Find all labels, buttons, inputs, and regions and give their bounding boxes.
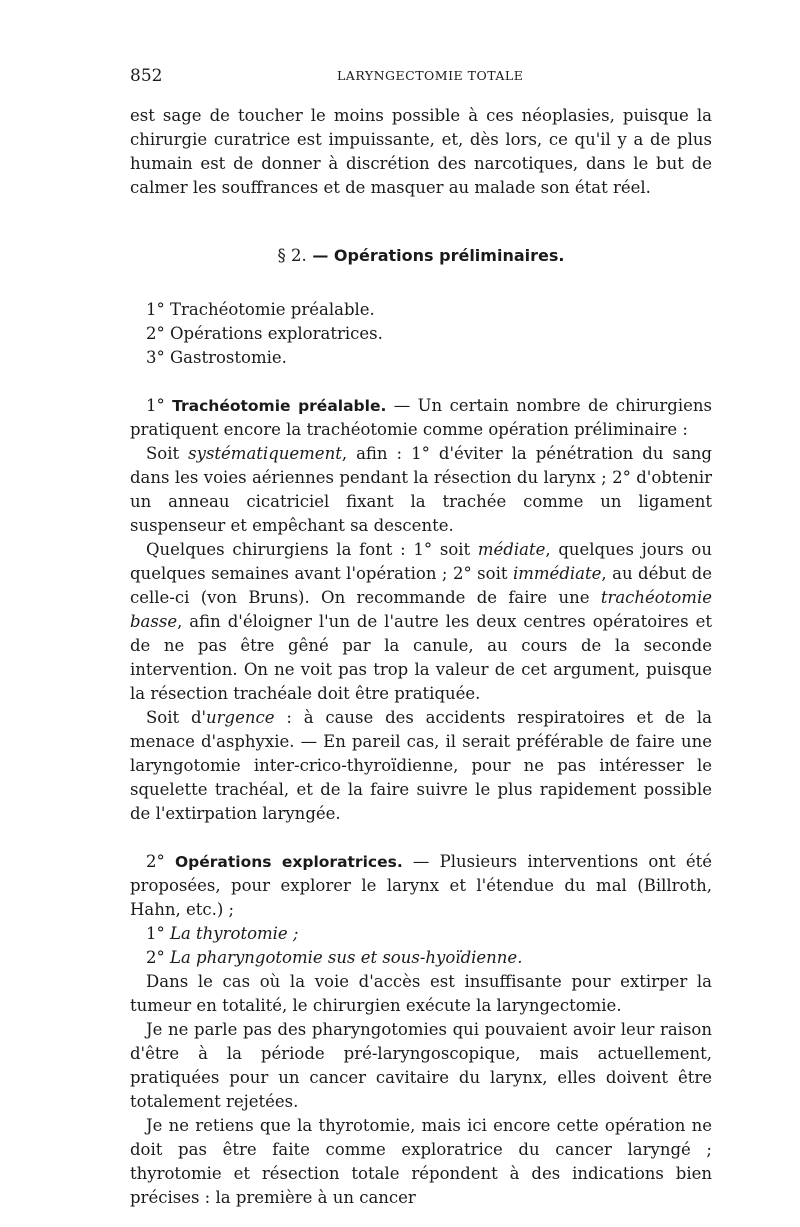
text-run: Quelques chirurgiens la font : 1° soit	[146, 540, 478, 559]
explor-item-1	[130, 922, 712, 946]
section-symbol: § 2.	[277, 246, 307, 265]
page-header	[130, 66, 712, 86]
text-run: : à cause des accidents respiratoires et de la menace d'asphyxie. — En pareil cas, il serait préférable de faire une laryngotomie inter-crico-thyroïdienne, pour ne pas intéresser le squelette trachéal, et de la faire suivre le plus rapidement possible de l'extirpation laryngée.	[130, 708, 712, 823]
section-title: Opérations préliminaires.	[333, 246, 565, 265]
trach-intro-text: — Un certain nombre de chirurgiens pratiquent encore la trachéotomie comme opération préliminaire :	[130, 396, 712, 439]
explor-paragraph-1: Dans le cas où la voie d'accès est insuffisante pour extirper la tumeur en totalité, le chirurgien exécute la laryngectomie.	[130, 972, 712, 1015]
trach-heading: Trachéotomie préalable.	[172, 397, 387, 415]
text-run: Soit	[146, 444, 189, 463]
explor-intro-text: — Plusieurs interventions ont été proposées, pour explorer le larynx et l'étendue du mal (Billroth, Hahn, etc.) ;	[130, 852, 712, 919]
explor-item-2	[130, 946, 712, 970]
emphasis: systématiquement	[188, 444, 342, 463]
section-heading	[130, 244, 712, 268]
text-run: , afin : 1° d'éviter la pénétration du sang dans les voies aériennes pendant la résection du larynx ; 2° d'obtenir un anneau cicatriciel fixant la trachée comme un ligament suspenseur et empêchant sa descente.	[130, 444, 712, 535]
item-num: 2°	[146, 948, 165, 967]
trach-paragraph-1	[130, 442, 712, 538]
list-item: 3° Gastrostomie.	[146, 348, 287, 367]
trach-paragraph-2	[130, 538, 712, 706]
text-run: , au début de celle-ci (von Bruns). On recommande de faire une	[130, 564, 713, 607]
explor-heading: Opérations exploratrices.	[174, 853, 403, 871]
emphasis: immédiate	[512, 564, 602, 583]
explor-num: 2°	[146, 852, 165, 871]
explor-paragraph-2: Je ne parle pas des pharyngotomies qui pouvaient avoir leur raison d'être à la période pré-laryngoscopique, mais actuellement, pratiquées pour un cancer cavitaire du larynx, elles doivent être totalement rejetées.	[130, 1020, 712, 1111]
emphasis: médiate	[477, 540, 546, 559]
page-number: 852	[130, 66, 163, 86]
trach-paragraph-3	[130, 706, 712, 826]
explor-intro	[130, 850, 712, 922]
explor-paragraph-3: Je ne retiens que la thyrotomie, mais ici encore cette opération ne doit pas être faite comme exploratrice du cancer laryngé ; thyrotomie et résection totale répondent à des indications bien précises : la première à un cancer	[130, 1116, 712, 1207]
running-title: LARYNGECTOMIE TOTALE	[337, 68, 524, 83]
section-dash: —	[306, 246, 334, 265]
item-num: 1°	[146, 924, 165, 943]
list-item: 2° Opérations exploratrices.	[146, 324, 383, 343]
emphasis: La pharyngotomie sus et sous-hyoïdienne.	[170, 948, 523, 967]
emphasis: urgence	[206, 708, 275, 727]
operations-list	[130, 298, 712, 370]
trach-intro	[130, 394, 712, 442]
trach-num: 1°	[146, 396, 165, 415]
text-run: , quelques jours ou quelques semaines avant l'opération ; 2° soit	[130, 540, 712, 583]
text-run: Soit d'	[146, 708, 207, 727]
intro-paragraph: est sage de toucher le moins possible à ces néoplasies, puisque la chirurgie curatrice est impuissante, et, dès lors, ce qu'il y a de plus humain est de donner à discrétion des narcotiques, dans le but de calmer les souffrances et de masquer au malade son état réel.	[130, 106, 712, 197]
emphasis: La thyrotomie ;	[170, 924, 299, 943]
list-item: 1° Trachéotomie préalable.	[146, 300, 375, 319]
emphasis: trachéotomie basse	[130, 588, 712, 631]
page-body	[130, 104, 712, 1210]
text-run: , afin d'éloigner l'un de l'autre les deux centres opératoires et de ne pas être gêné par la canule, au cours de la seconde intervention. On ne voit pas trop la valeur de cet argument, puisque la résection trachéale doit être pratiquée.	[130, 612, 712, 703]
